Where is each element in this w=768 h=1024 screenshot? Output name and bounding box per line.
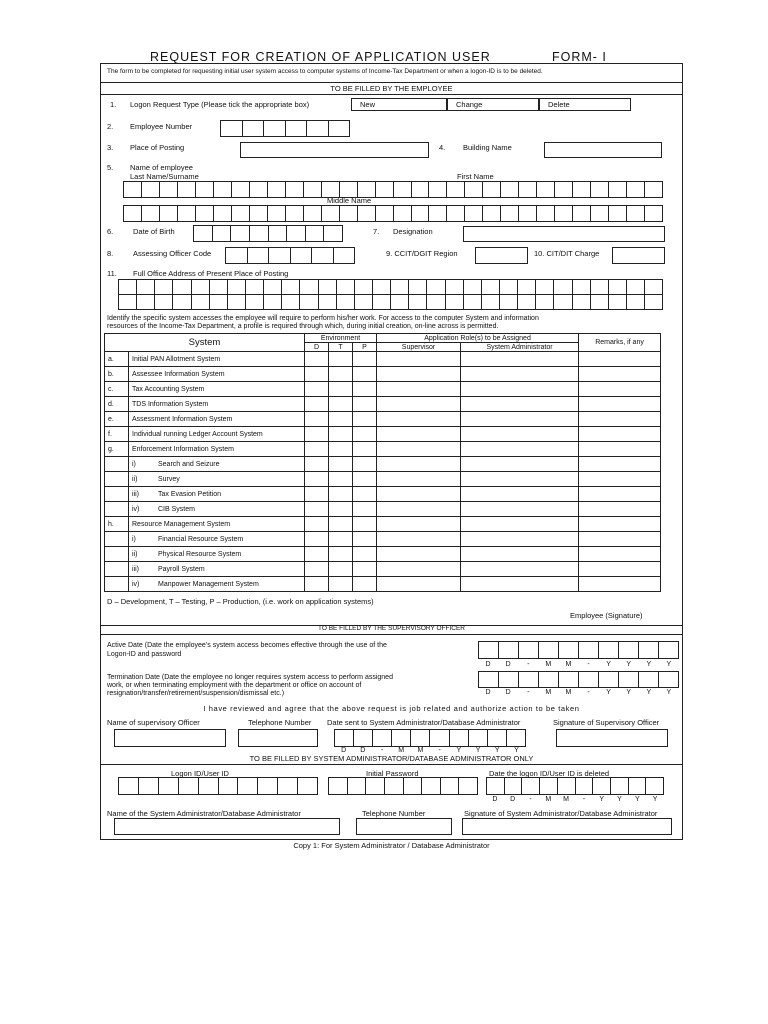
table-cell[interactable] [579, 412, 661, 427]
table-cell[interactable] [353, 382, 377, 397]
table-cell[interactable] [579, 517, 661, 532]
system-name: Individual running Ledger Account System [132, 430, 263, 438]
table-cell[interactable] [329, 412, 353, 427]
active-date-format: D D - M M - Y Y Y Y [485, 661, 672, 668]
employee-section-title: TO BE FILLED BY THE EMPLOYEE [330, 84, 453, 93]
table-cell[interactable] [329, 352, 353, 367]
middle-name-boxes[interactable] [123, 205, 663, 222]
table-cell[interactable] [377, 397, 461, 412]
supervisor-signature-field[interactable] [556, 729, 668, 747]
admin-phone-field[interactable] [356, 818, 452, 835]
table-cell[interactable] [353, 427, 377, 442]
table-cell[interactable] [377, 577, 461, 592]
table-cell[interactable] [305, 352, 329, 367]
table-cell[interactable] [329, 382, 353, 397]
table-cell[interactable] [377, 502, 461, 517]
table-cell[interactable] [461, 547, 579, 562]
table-cell[interactable] [329, 442, 353, 457]
table-row: i) Search and Seizure [105, 457, 661, 472]
table-cell[interactable] [353, 397, 377, 412]
cit-charge-label: 10. CIT/DIT Charge [534, 249, 600, 258]
admin-signature-field[interactable] [462, 818, 672, 835]
table-row: c. Tax Accounting System [105, 382, 661, 397]
system-name: Payroll System [158, 565, 205, 573]
table-row: ii) Survey [105, 472, 661, 487]
system-name: Financial Resource System [158, 535, 244, 543]
table-cell[interactable] [579, 367, 661, 382]
address-row-1[interactable] [118, 279, 663, 295]
initial-password-boxes[interactable] [328, 777, 478, 795]
table-cell[interactable] [353, 502, 377, 517]
table-cell[interactable] [461, 457, 579, 472]
ccit-region-field[interactable] [475, 247, 528, 264]
table-cell[interactable] [377, 517, 461, 532]
supervisor-signature-label: Signature of Supervisory Officer [553, 718, 660, 727]
table-cell[interactable] [461, 382, 579, 397]
logon-request-type-label: Logon Request Type (Please tick the appropriate box) [130, 100, 310, 109]
table-cell[interactable] [579, 397, 661, 412]
admin-name-field[interactable] [114, 818, 340, 835]
table-cell[interactable] [579, 427, 661, 442]
table-cell[interactable] [579, 577, 661, 592]
table-row: b. Assessee Information System [105, 367, 661, 382]
form-number: FORM- I [552, 50, 607, 64]
identify-text-1: Identify the specific system accesses the employee will require to perform his/her work. For access to the computer System and information [107, 315, 539, 322]
admin-name-label: Name of the System Administrator/Database Administrator [107, 809, 301, 818]
intro-text: The form to be completed for requesting initial user system access to computer systems of Income-Tax Department or when a logon-ID is to be deleted. [107, 68, 543, 75]
date-of-birth-boxes[interactable] [193, 225, 343, 242]
form-title: REQUEST FOR CREATION OF APPLICATION USER [150, 50, 491, 64]
date-sent-boxes[interactable] [334, 729, 526, 747]
table-cell[interactable] [305, 427, 329, 442]
last-name-label: Last Name/Surname [130, 172, 199, 181]
table-cell[interactable] [377, 547, 461, 562]
date-sent-label: Date sent to System Administrator/Database Administrator [327, 718, 521, 727]
table-cell[interactable] [377, 427, 461, 442]
table-cell[interactable] [329, 367, 353, 382]
deleted-date-boxes[interactable] [486, 777, 664, 795]
table-cell[interactable] [377, 412, 461, 427]
footer-copy-note: Copy 1: For System Administrator / Database Administrator [293, 841, 490, 850]
environment-legend: D – Development, T – Testing, P – Production, (i.e. work on application systems) [107, 597, 374, 606]
table-cell[interactable] [305, 577, 329, 592]
office-address-label: Full Office Address of Present Place of Posting [133, 269, 289, 278]
table-cell[interactable] [377, 442, 461, 457]
system-name: Assessee Information System [132, 370, 225, 378]
table-cell[interactable] [579, 487, 661, 502]
table-row: e. Assessment Information System [105, 412, 661, 427]
ccit-region-label: 9. CCIT/DGIT Region [386, 249, 458, 258]
admin-section-title: TO BE FILLED BY SYSTEM ADMINISTRATOR/DATABASE ADMINISTRATOR ONLY [249, 754, 534, 763]
employee-number-label: Employee Number [130, 122, 193, 131]
assessing-officer-code-boxes[interactable] [225, 247, 355, 264]
table-row: f. Individual running Ledger Account System [105, 427, 661, 442]
logon-id-label: Logon ID/User ID [171, 769, 229, 778]
system-name: Assessment Information System [132, 415, 233, 423]
table-cell[interactable] [329, 532, 353, 547]
table-cell[interactable] [329, 547, 353, 562]
col-system: System [105, 334, 305, 352]
building-name-field[interactable] [544, 142, 662, 158]
employee-number-boxes[interactable] [220, 120, 350, 137]
table-cell[interactable] [305, 547, 329, 562]
table-cell[interactable] [305, 487, 329, 502]
table-cell[interactable] [377, 487, 461, 502]
agreement-text: I have reviewed and agree that the above request is job related and authorize action to be taken [203, 704, 580, 713]
admin-signature-label: Signature of System Administrator/Database Administrator [464, 809, 658, 818]
name-row-boxes[interactable] [123, 181, 663, 198]
table-cell[interactable] [461, 412, 579, 427]
table-cell[interactable] [377, 457, 461, 472]
initial-password-label: Initial Password [366, 769, 419, 778]
active-date-boxes[interactable] [478, 641, 679, 659]
address-row-2[interactable] [118, 294, 663, 310]
table-row: h. Resource Management System [105, 517, 661, 532]
table-cell[interactable] [329, 502, 353, 517]
table-cell[interactable] [461, 517, 579, 532]
table-cell[interactable] [305, 472, 329, 487]
table-cell[interactable] [461, 472, 579, 487]
table-row: iv) CIB System [105, 502, 661, 517]
table-cell[interactable] [353, 457, 377, 472]
table-cell[interactable] [579, 472, 661, 487]
table-cell[interactable] [305, 412, 329, 427]
table-cell[interactable] [305, 367, 329, 382]
cit-charge-field[interactable] [612, 247, 665, 264]
table-cell[interactable] [353, 472, 377, 487]
delete-checkbox[interactable]: Delete [539, 98, 631, 111]
table-cell[interactable] [461, 427, 579, 442]
col-remarks: Remarks, if any [579, 334, 661, 352]
system-name: Resource Management System [132, 520, 231, 528]
assessing-officer-code-label: Assessing Officer Code [133, 249, 212, 258]
table-cell[interactable] [329, 562, 353, 577]
employee-signature-label: Employee (Signature) [570, 611, 643, 620]
table-cell[interactable] [353, 547, 377, 562]
table-cell[interactable] [461, 352, 579, 367]
table-cell[interactable] [579, 442, 661, 457]
system-name: Enforcement Information System [132, 445, 234, 453]
table-cell[interactable] [579, 547, 661, 562]
system-name: Tax Accounting System [132, 385, 205, 393]
table-cell[interactable] [329, 472, 353, 487]
table-cell[interactable] [579, 532, 661, 547]
table-cell[interactable] [305, 457, 329, 472]
system-name: Survey [158, 475, 180, 483]
table-cell[interactable] [305, 397, 329, 412]
supervisor-phone-label: Telephone Number [248, 718, 312, 727]
table-cell[interactable] [329, 427, 353, 442]
table-cell[interactable] [377, 352, 461, 367]
table-row: iii) Payroll System [105, 562, 661, 577]
change-checkbox[interactable]: Change [447, 98, 539, 111]
table-row: g. Enforcement Information System [105, 442, 661, 457]
designation-label: Designation [393, 227, 433, 236]
table-cell[interactable] [461, 397, 579, 412]
table-cell[interactable] [579, 457, 661, 472]
supervisor-name-label: Name of supervisory Officer [107, 718, 200, 727]
table-cell[interactable] [329, 397, 353, 412]
table-cell[interactable] [579, 382, 661, 397]
table-cell[interactable] [579, 352, 661, 367]
table-cell[interactable] [329, 487, 353, 502]
table-row: a. Initial PAN Allotment System [105, 352, 661, 367]
table-cell[interactable] [305, 382, 329, 397]
designation-field[interactable] [463, 226, 665, 242]
building-name-label: Building Name [463, 143, 512, 152]
table-cell[interactable] [305, 442, 329, 457]
table-cell[interactable] [461, 532, 579, 547]
table-cell[interactable] [377, 532, 461, 547]
supervisor-section-title: TO BE FILLED BY THE SUPERVISORY OFFICER [317, 625, 466, 632]
system-name: TDS Information System [132, 400, 209, 408]
table-cell[interactable] [377, 562, 461, 577]
table-cell[interactable] [353, 367, 377, 382]
table-row: i) Financial Resource System [105, 532, 661, 547]
first-name-label: First Name [457, 172, 494, 181]
table-cell[interactable] [353, 442, 377, 457]
table-cell[interactable] [353, 577, 377, 592]
table-cell[interactable] [329, 457, 353, 472]
date-sent-format: D D - M M - Y Y Y Y [341, 747, 519, 754]
systems-table: System Environment Application Role(s) to be Assigned Remarks, if any D T P Supervisor System Administrator a. Initial PAN Allotment System b. Assessee Information System c. Tax Accounting System d. TDS Information System e. Assessment Information System f. Individual running Ledger Account System g. Enforcement Information System i) Search and Seizure ii) Survey iii) Tax Evasion Petition iv) CIB System h. Resource Management System i) Financial Resource System ii) Physical Resource System iii) Payroll System iv) Manpower Management System [104, 333, 661, 592]
table-cell[interactable] [377, 367, 461, 382]
deleted-date-label: Date the logon ID/User ID is deleted [489, 769, 610, 778]
table-row: iii) Tax Evasion Petition [105, 487, 661, 502]
table-cell[interactable] [353, 487, 377, 502]
table-cell[interactable] [353, 412, 377, 427]
table-cell[interactable] [461, 442, 579, 457]
table-cell[interactable] [353, 517, 377, 532]
table-cell[interactable] [305, 517, 329, 532]
table-cell[interactable] [377, 382, 461, 397]
table-row: d. TDS Information System [105, 397, 661, 412]
place-of-posting-label: Place of Posting [130, 143, 185, 152]
supervisor-phone-field[interactable] [238, 729, 318, 747]
system-name: Tax Evasion Petition [158, 490, 222, 498]
table-cell[interactable] [353, 352, 377, 367]
table-cell[interactable] [461, 577, 579, 592]
termination-date-format: D D - M M - Y Y Y Y [485, 689, 672, 696]
identify-text-2: resources of the Income-Tax Department, a profile is required through which, during initial creation, on-line across is permitted. [107, 323, 499, 330]
system-name: Physical Resource System [158, 550, 242, 558]
table-cell[interactable] [461, 562, 579, 577]
table-cell[interactable] [461, 487, 579, 502]
date-of-birth-label: Date of Birth [133, 227, 175, 236]
table-cell[interactable] [353, 532, 377, 547]
table-cell[interactable] [377, 472, 461, 487]
table-row: ii) Physical Resource System [105, 547, 661, 562]
admin-phone-label: Telephone Number [362, 809, 426, 818]
place-of-posting-field[interactable] [240, 142, 429, 158]
table-cell[interactable] [305, 532, 329, 547]
table-cell[interactable] [461, 367, 579, 382]
table-cell[interactable] [353, 562, 377, 577]
col-role: Application Role(s) to be Assigned [377, 334, 579, 343]
deleted-date-format: D D - M M - Y Y Y Y [492, 796, 658, 803]
table-cell[interactable] [579, 562, 661, 577]
table-cell[interactable] [579, 502, 661, 517]
system-name: Manpower Management System [158, 580, 259, 588]
table-cell[interactable] [329, 517, 353, 532]
new-checkbox[interactable]: New [351, 98, 447, 111]
table-cell[interactable] [329, 577, 353, 592]
logon-id-boxes[interactable] [118, 777, 318, 795]
system-name: Search and Seizure [158, 460, 220, 468]
system-name: Initial PAN Allotment System [132, 355, 221, 363]
col-environment: Environment [305, 334, 377, 343]
table-cell[interactable] [461, 502, 579, 517]
middle-name-label: Middle Name [327, 196, 372, 205]
table-row: iv) Manpower Management System [105, 577, 661, 592]
employee-name-label: Name of employee [130, 163, 193, 172]
termination-date-boxes[interactable] [478, 671, 679, 688]
system-name: CIB System [158, 505, 195, 513]
table-cell[interactable] [305, 562, 329, 577]
supervisor-name-field[interactable] [114, 729, 226, 747]
table-cell[interactable] [305, 502, 329, 517]
